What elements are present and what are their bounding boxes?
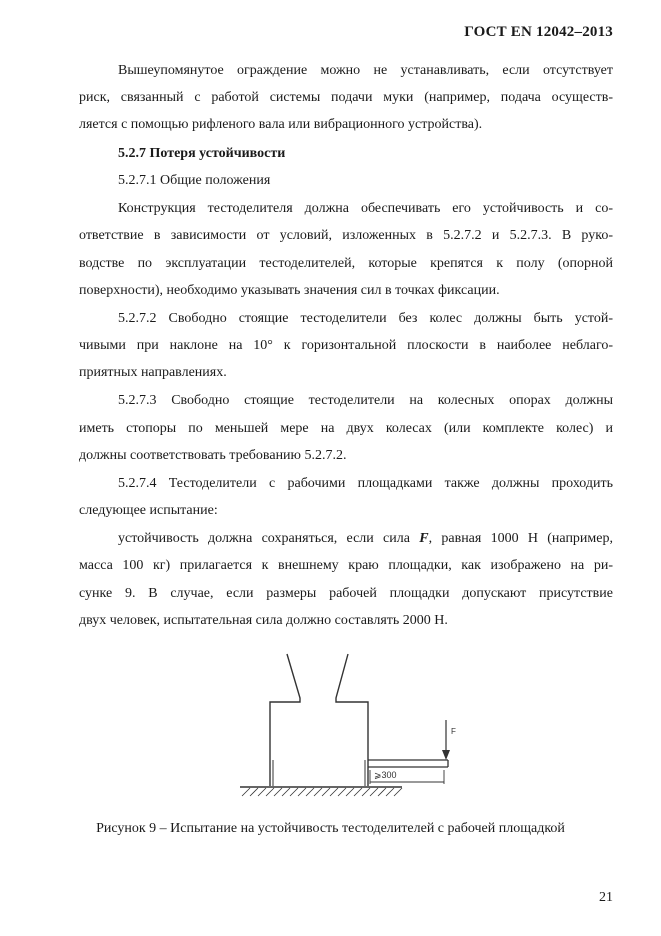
paragraph-line: Конструкция тестоделителя должна обеспечивать его устойчивость и со- [118, 201, 613, 216]
page-number: 21 [599, 890, 613, 905]
ground-hatching [240, 787, 402, 796]
force-arrow [442, 720, 450, 760]
paragraph-line: следующее испытание: [79, 503, 218, 518]
force-variable: F [419, 531, 429, 546]
working-platform [368, 760, 448, 767]
paragraph-line: иметь стопоры по меньшей мере на двух колесах (или комплекте колес) и [79, 421, 613, 436]
document-code-header: ГОСТ EN 12042–2013 [464, 24, 613, 40]
paragraph-line: 5.2.7.2 Свободно стоящие тестоделители без колес должны быть устой- [118, 311, 613, 326]
paragraph-line: ляется с помощью рифленого вала или вибрационного устройства). [79, 117, 483, 132]
paragraph-line: поверхности), необходимо указывать значения сил в точках фиксации. [79, 283, 500, 298]
paragraph-line: водстве по эксплуатации тестоделителей, которые крепятся к полу (опорной [79, 256, 613, 271]
paragraph-line: ответствие в зависимости от условий, изложенных в 5.2.7.2 и 5.2.7.3. В руко- [79, 228, 613, 243]
paragraph-line: риск, связанный с работой системы подачи муки (например, подача осуществ- [79, 90, 613, 105]
paragraph-line: 5.2.7.4 Тестоделители с рабочими площадками также должны проходить [118, 476, 613, 491]
section-title: 5.2.7 Потеря устойчивости [118, 146, 286, 161]
subsection-title: 5.2.7.1 Общие положения [118, 173, 271, 188]
text-run: , равная 1000 Н (например, [428, 531, 613, 546]
figure-caption: Рисунок 9 – Испытание на устойчивость тестоделителей с рабочей площадкой [96, 821, 565, 836]
paragraph-line: приятных направлениях. [79, 365, 227, 380]
paragraph-line: 5.2.7.3 Свободно стоящие тестоделители на колесных опорах должны [118, 393, 613, 408]
paragraph-line: должны соответствовать требованию 5.2.7.2. [79, 448, 347, 463]
text-run: устойчивость должна сохраняться, если сила [118, 531, 420, 546]
paragraph-line: Вышеупомянутое ограждение можно не устанавливать, если отсутствует [118, 63, 613, 78]
machine-outline [270, 654, 368, 786]
paragraph-line: чивыми при наклоне на 10° к горизонтальной плоскости в наиболее неблаго- [79, 338, 613, 353]
dimension-label: ⩾300 [374, 770, 397, 780]
force-label: F [451, 727, 456, 736]
paragraph-line: масса 100 кг) прилагается к внешнему краю площадки, как изображено на ри- [79, 558, 613, 573]
paragraph-line: сунке 9. В случае, если размеры рабочей площадки допускают присутствие [79, 586, 613, 601]
stability-test-figure [232, 650, 462, 802]
paragraph-line [118, 531, 613, 547]
paragraph-line: двух человек, испытательная сила должно составлять 2000 Н. [79, 613, 448, 628]
